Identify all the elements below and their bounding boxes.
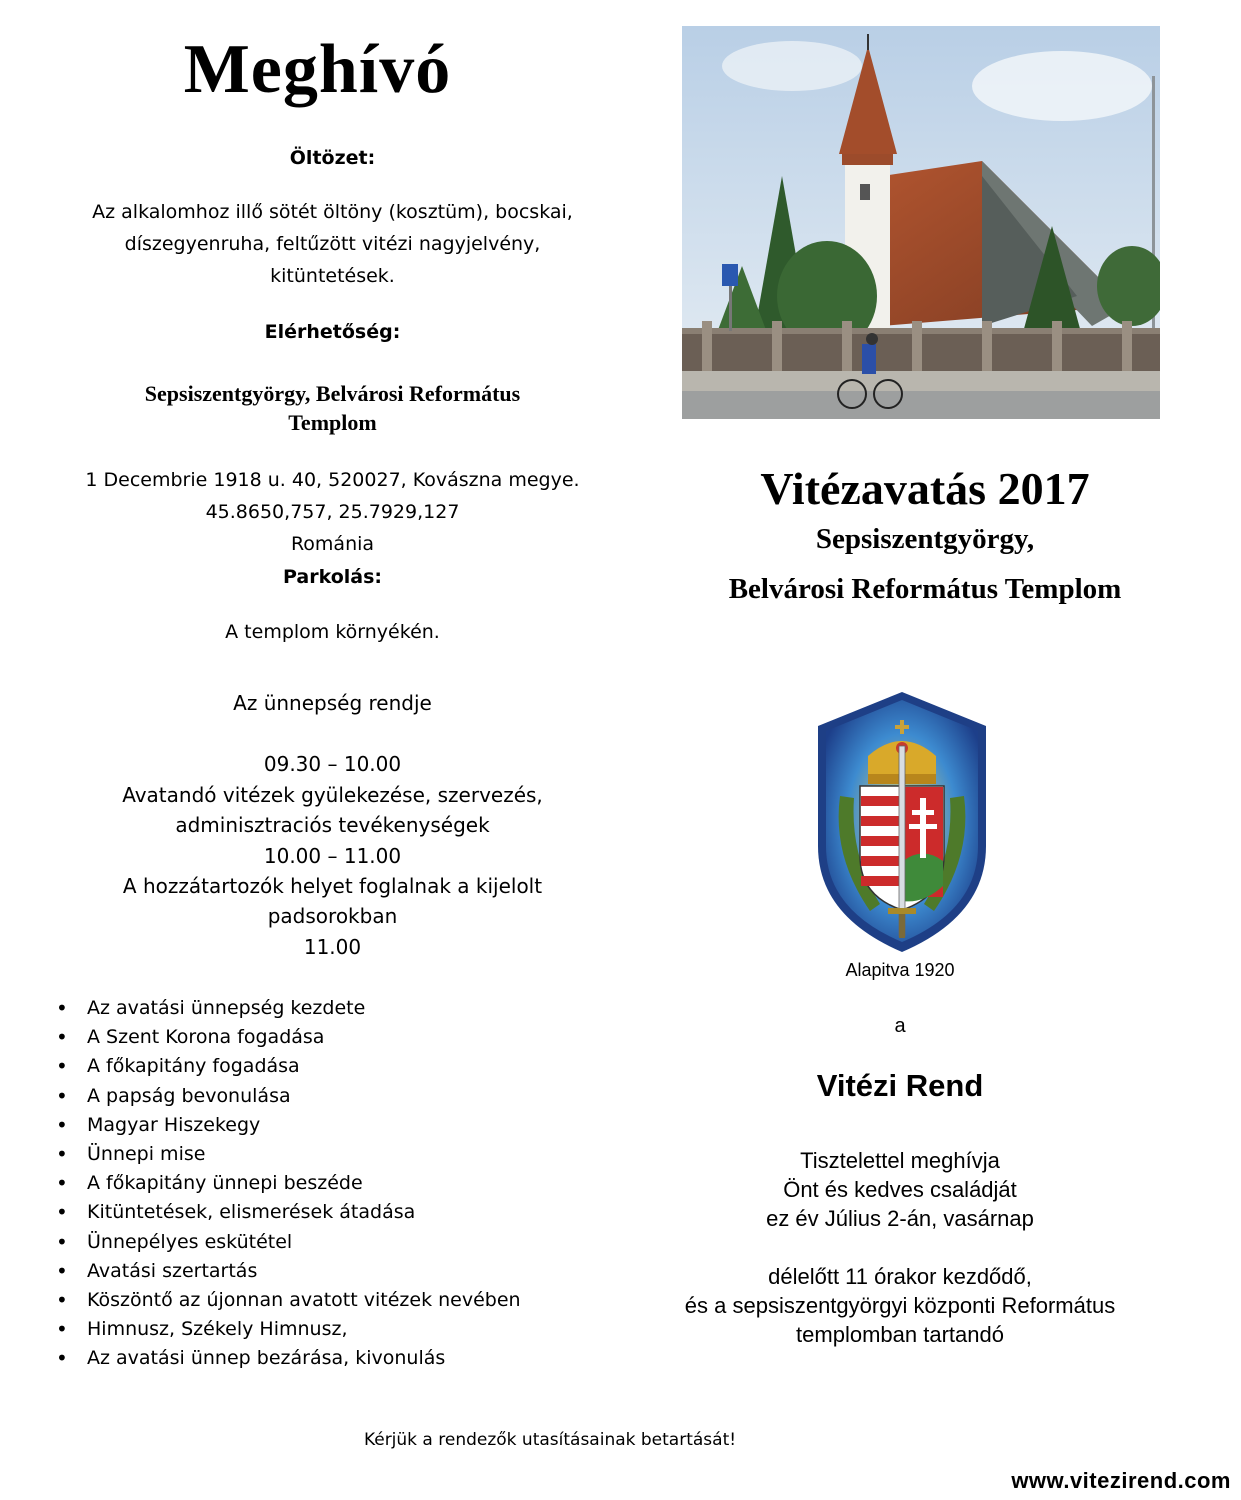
program-line: 09.30 – 10.00 [263, 752, 402, 776]
address-line: 1 Decembrie 1918 u. 40, 520027, Kovászna megye. [85, 469, 580, 491]
parking-heading: Parkolás: [282, 566, 383, 588]
list-item: • Az avatási ünnepség kezdete [56, 994, 521, 1023]
invitation-line: Tisztelettel meghívja [800, 1148, 1000, 1173]
list-item: • Az avatási ünnep bezárása, kivonulás [56, 1344, 521, 1373]
article-text: a [894, 1015, 906, 1037]
program-line: 10.00 – 11.00 [263, 844, 402, 868]
event-venue: Belvárosi Református Templom [728, 573, 1122, 605]
attire-line: Az alkalomhoz illő sötét öltöny (kosztüm), bocskai, [92, 201, 573, 223]
invitation-line: délelőtt 11 órakor kezdődő, [768, 1264, 1032, 1289]
program-line: Avatandó vitézek gyülekezése, szervezés, [122, 783, 543, 807]
program-list [56, 994, 521, 1373]
list-item: • A Szent Korona fogadása [56, 1023, 521, 1052]
venue-line: Sepsiszentgyörgy, Belvárosi Református [144, 381, 521, 406]
event-title: Vitézavatás 2017 [760, 463, 1090, 514]
access-heading: Elérhetőség: [264, 321, 401, 343]
list-item: • Himnusz, Székely Himnusz, [56, 1315, 521, 1344]
list-item: • Köszöntő az újonnan avatott vitézek nevében [56, 1286, 521, 1315]
list-item: • Avatási szertartás [56, 1257, 521, 1286]
program-line: 11.00 [303, 935, 362, 959]
list-item: • Magyar Hiszekegy [56, 1111, 521, 1140]
footer-note: Kérjük a rendezők utasításainak betartását! [363, 1430, 737, 1450]
parking-text: A templom környékén. [225, 621, 440, 643]
program-heading: Az ünnepség rendje [233, 691, 432, 715]
venue-line: Templom [288, 410, 377, 435]
order-emblem [810, 686, 994, 958]
list-item: • A papság bevonulása [56, 1082, 521, 1111]
page-title: Meghívó [183, 31, 452, 108]
attire-line: kitüntetések. [270, 265, 395, 287]
event-city: Sepsiszentgyörgy, [815, 523, 1035, 555]
list-item: • Ünnepélyes eskütétel [56, 1228, 521, 1257]
coordinates-line: 45.8650,757, 25.7929,127 [205, 501, 460, 523]
program-line: padsorokban [267, 904, 398, 928]
country-line: Románia [290, 533, 375, 555]
program-line: A hozzátartozók helyet foglalnak a kijelolt [122, 874, 543, 898]
program-line: adminisztraciós tevékenységek [175, 813, 490, 837]
invitation-line: ez év Július 2-án, vasárnap [766, 1206, 1034, 1231]
church-photo [682, 26, 1160, 419]
list-item: • Ünnepi mise [56, 1140, 521, 1169]
org-name: Vitézi Rend [816, 1068, 984, 1103]
list-item: • A főkapitány fogadása [56, 1052, 521, 1081]
attire-heading: Öltözet: [289, 147, 376, 169]
attire-line: díszegyenruha, feltűzött vitézi nagyjelvény, [124, 233, 541, 255]
website-link[interactable]: www.vitezirend.com [1011, 1468, 1231, 1493]
founded-caption: Alapitva 1920 [845, 960, 955, 980]
invitation-line: templomban tartandó [796, 1322, 1004, 1347]
invitation-line: és a sepsiszentgyörgyi központi Református [684, 1293, 1116, 1318]
list-item: • Kitüntetések, elismerések átadása [56, 1198, 521, 1227]
invitation-line: Önt és kedves családját [783, 1177, 1017, 1202]
list-item: • A főkapitány ünnepi beszéde [56, 1169, 521, 1198]
